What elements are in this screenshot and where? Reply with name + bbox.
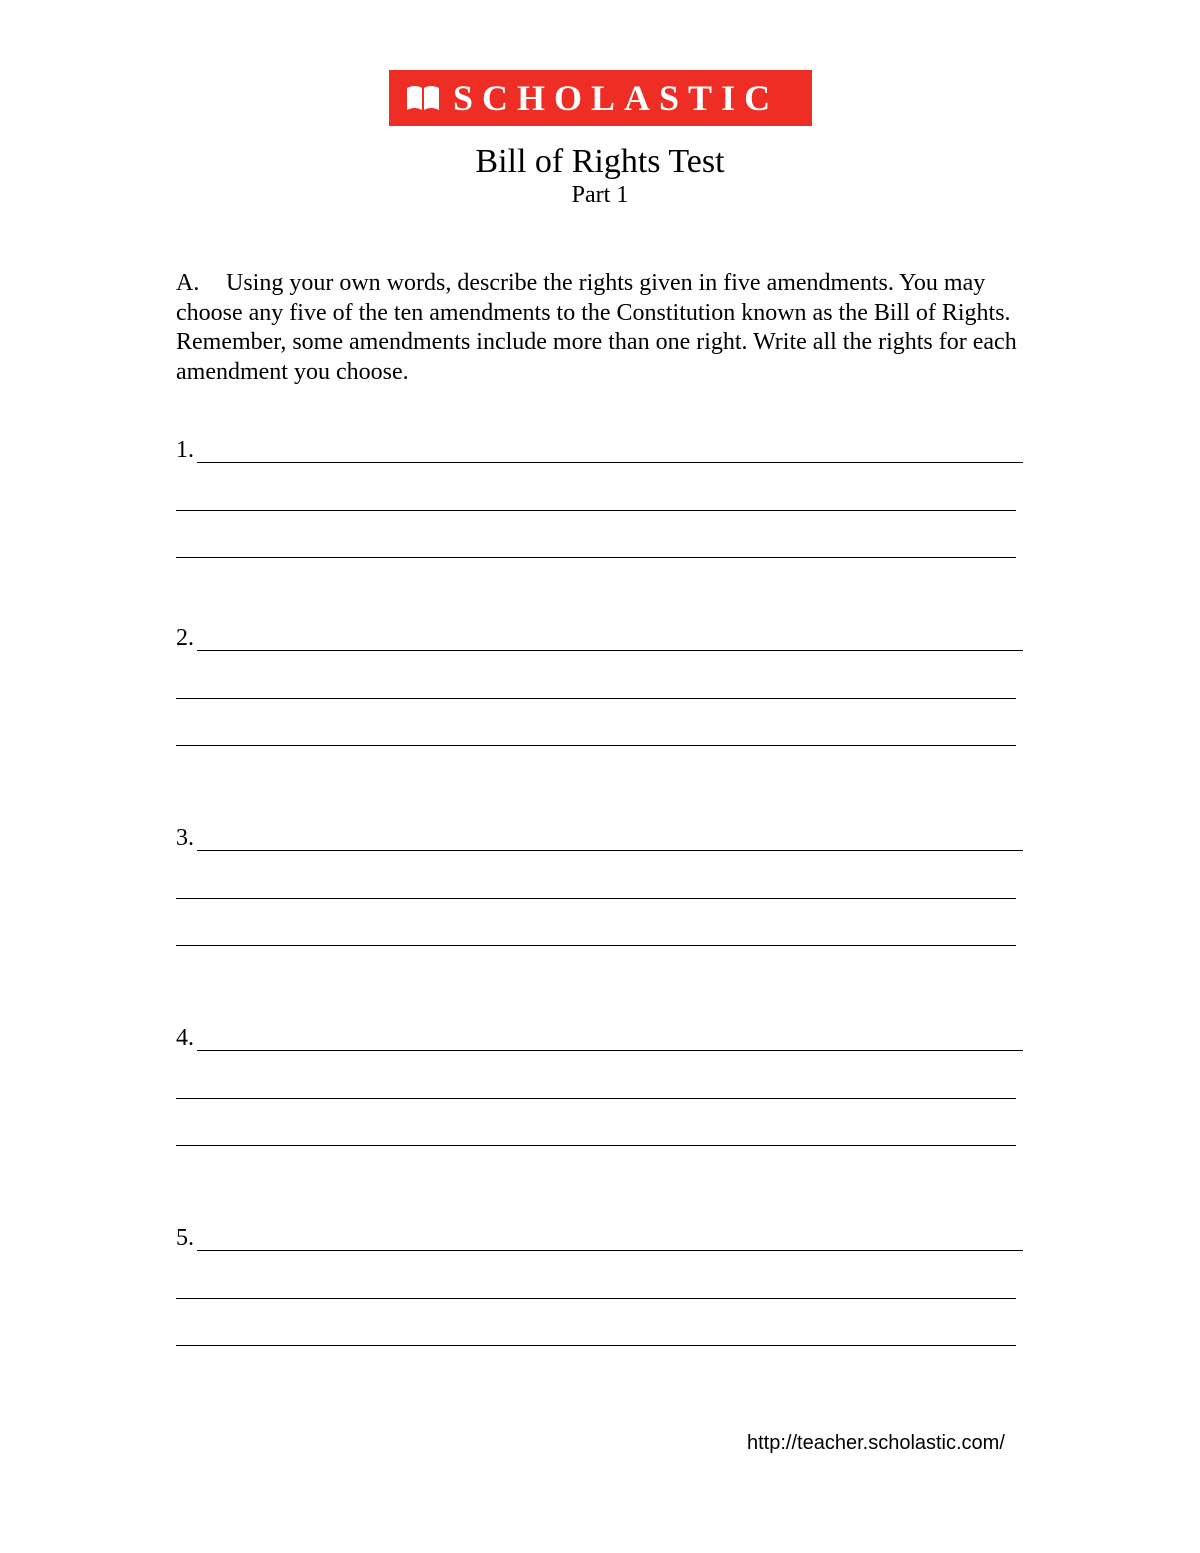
- answer-line[interactable]: [176, 1098, 1016, 1099]
- logo-text: SCHOLASTIC: [453, 78, 780, 118]
- answer-line[interactable]: [197, 462, 1023, 463]
- open-book-icon: [405, 84, 441, 112]
- answer-number: 2.: [176, 625, 194, 651]
- page-title: Bill of Rights Test: [475, 143, 725, 180]
- page-subtitle: Part 1: [571, 182, 629, 208]
- answer-line[interactable]: [197, 650, 1023, 651]
- answer-line[interactable]: [176, 557, 1016, 558]
- answer-number: 1.: [176, 437, 194, 463]
- answer-line[interactable]: [176, 745, 1016, 746]
- answer-line[interactable]: [197, 1050, 1023, 1051]
- instructions-text: Using your own words, describe the rights given in five amendments. You may choose any five of the ten amendments to the Constitution known as the Bill of Rights. Remember, some amendments include more than one right. Write all the rights for each amendment you choose.: [176, 270, 1017, 385]
- instructions-label: A.: [176, 270, 200, 296]
- answer-item-4: [176, 1024, 1026, 1154]
- answer-item-3: [176, 824, 1026, 954]
- answer-number: 4.: [176, 1025, 194, 1051]
- answer-line[interactable]: [197, 850, 1023, 851]
- answer-line[interactable]: [176, 1145, 1016, 1146]
- answer-line[interactable]: [176, 1298, 1016, 1299]
- answer-line[interactable]: [176, 698, 1016, 699]
- answer-number: 5.: [176, 1225, 194, 1251]
- answer-number: 3.: [176, 825, 194, 851]
- scholastic-logo: [389, 70, 812, 126]
- answer-item-2: [176, 624, 1026, 754]
- answer-line[interactable]: [176, 898, 1016, 899]
- answer-line[interactable]: [176, 945, 1016, 946]
- footer-url[interactable]: http://teacher.scholastic.com/: [747, 1432, 1005, 1454]
- answer-item-1: [176, 436, 1026, 566]
- instructions: [176, 269, 1026, 387]
- answer-line[interactable]: [176, 1345, 1016, 1346]
- answer-line[interactable]: [197, 1250, 1023, 1251]
- answer-line[interactable]: [176, 510, 1016, 511]
- answer-item-5: [176, 1224, 1026, 1354]
